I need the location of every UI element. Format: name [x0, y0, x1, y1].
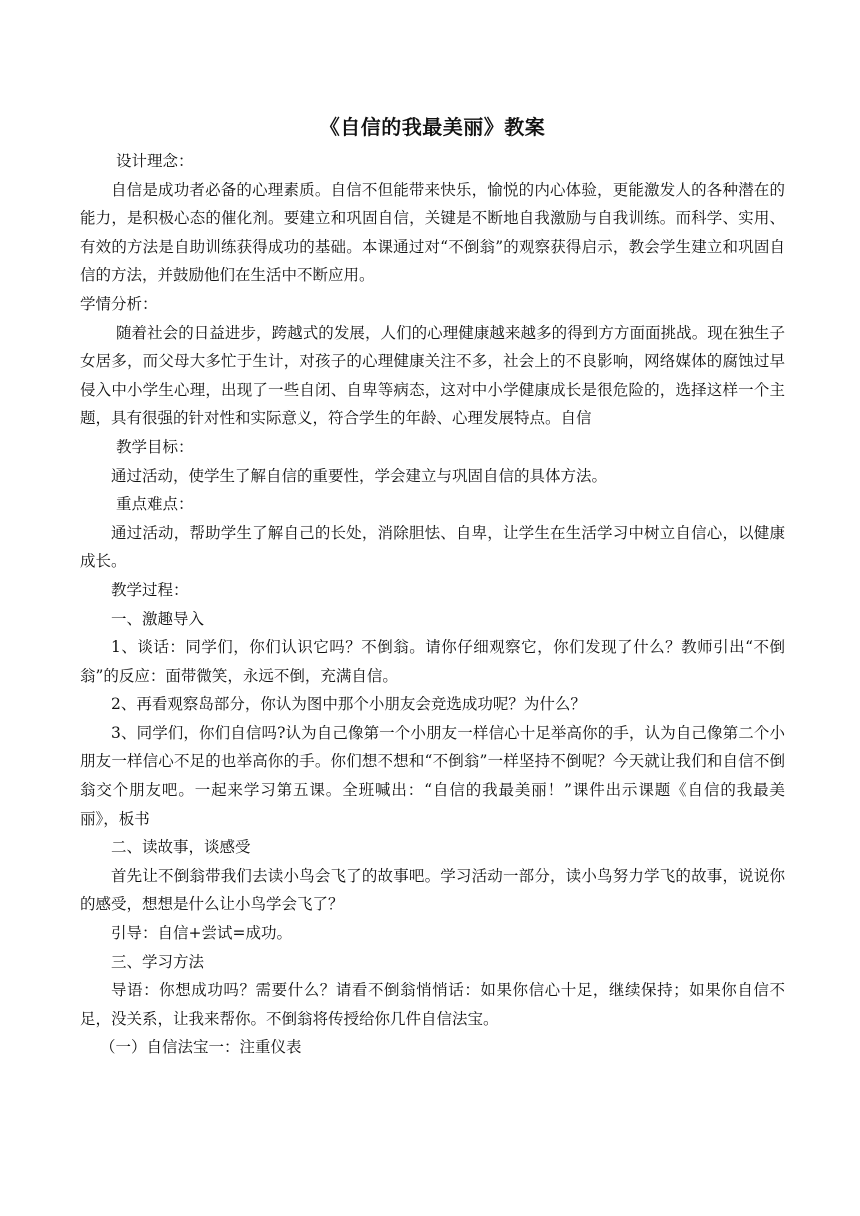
document-body — [80, 147, 785, 1062]
paragraph-process-heading: 教学过程： — [111, 580, 189, 599]
section-heading-3: 三、学习方法 — [111, 952, 205, 971]
paragraph-step-1: 1、谈话：同学们，你们认识它吗？不倒翁。请你仔细观察它，你们发现了什么？教师引出“不倒翁”的反应：面带微笑，永远不倒，充满自信。 — [80, 638, 785, 685]
paragraph-key-points: 通过活动，帮助学生了解自己的长处，消除胆怯、自卑，让学生在生活学习中树立自信心，以健康成长。 — [80, 523, 785, 571]
paragraph-guide: 引导：自信+尝试=成功。 — [111, 924, 292, 943]
paragraph-design-concept: 自信是成功者必备的心理素质。自信不但能带来快乐，愉悦的内心体验，更能激发人的各种潜在的能力，是积极心态的催化剂。要建立和巩固自信，关键是不断地自我激励与自我训练。而科学、实用、有效的方法是自助训练获得成功的基础。本课通过对“不倒翁”的观察获得启示，教会学生建立和巩固自信的方法，并鼓励他们在生活中不断应用。 — [80, 180, 785, 285]
paragraph-teaching-goal-heading: 教学目标： — [116, 437, 194, 456]
section-heading-2: 二、读故事，谈感受 — [111, 838, 251, 857]
section-heading-1: 一、激趣导入 — [111, 609, 205, 628]
paragraph-step-2: 2、再看观察岛部分，你认为图中那个小朋友会竞选成功呢？为什么？ — [111, 695, 586, 714]
subsection-heading-1: （一）自信法宝一：注重仪表 — [100, 1038, 302, 1057]
paragraph-student-analysis: 随着社会的日益进步，跨越式的发展，人们的心理健康越来越多的得到方方面面挑战。现在独生子女居多，而父母大多忙于生计，对孩子的心理健康关注不多，社会上的不良影响，网络媒体的腐蚀过早侵入中小学生心理，出现了一些自闭、自卑等病态，这对中小学健康成长是很危险的，选择这样一个主题，具有很强的针对性和实际意义，符合学生的年龄、心理发展特点。自信 — [80, 323, 785, 428]
document-page — [80, 112, 785, 1062]
paragraph-story: 首先让不倒翁带我们去读小鸟会飞了的故事吧。学习活动一部分，读小鸟努力学飞的故事，说说你的感受，想想是什么让小鸟学会飞了？ — [80, 866, 785, 914]
paragraph-design-concept-heading: 设计理念： — [116, 152, 194, 170]
paragraph-teaching-goal: 通过活动，使学生了解自信的重要性，学会建立与巩固自信的具体方法。 — [111, 466, 608, 485]
paragraph-key-points-heading: 重点难点： — [116, 495, 194, 514]
paragraph-intro: 导语：你想成功吗？需要什么？请看不倒翁悄悄话：如果你信心十足，继续保持；如果你自信不足，没关系，让我来帮你。不倒翁将传授给你几件自信法宝。 — [80, 981, 785, 1028]
document-title: 《自信的我最美丽》教案 — [319, 115, 546, 139]
paragraph-student-analysis-heading: 学情分析： — [80, 294, 158, 313]
paragraph-step-3: 3、同学们，你们自信吗?认为自己像第一个小朋友一样信心十足举高你的手，认为自己像第二个小朋友一样信心不足的也举高你的手。你们想不想和“不倒翁”一样坚持不倒呢？今天就让我们和自信不倒翁交个朋友吧。一起来学习第五课。全班喊出：“自信的我最美丽！”课件出示课题《自信的我最美丽》，板书 — [80, 723, 785, 828]
